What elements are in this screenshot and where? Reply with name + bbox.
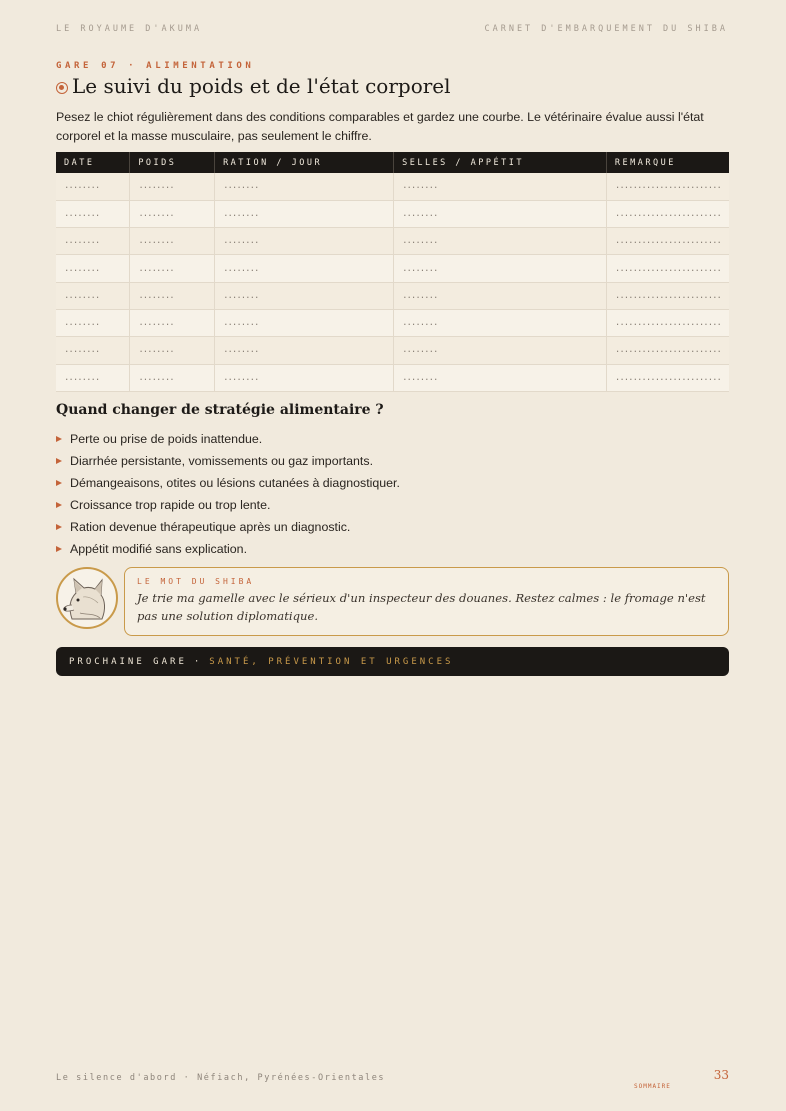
table-cell: ........ (130, 282, 215, 309)
table-row (56, 309, 729, 336)
column-header-remark: REMARQUE (606, 152, 729, 173)
triangle-bullet-icon (56, 546, 62, 552)
table-row (56, 255, 729, 282)
header-book-title: LE ROYAUME D'AKUMA (56, 24, 203, 34)
summary-link[interactable]: SOMMAIRE (634, 1083, 671, 1090)
table-cell: ........................ (606, 173, 729, 200)
table-cell: ........ (215, 228, 394, 255)
next-station-bar[interactable] (56, 647, 729, 676)
table-cell: ........ (394, 309, 607, 336)
table-cell: ........ (56, 309, 130, 336)
quote-text: Je trie ma gamelle avec le sérieux d'un inspecteur des douanes. Restez calmes : le fromage n'est pas une solution diplomatique. (137, 591, 706, 623)
footer-credit: Le silence d'abord · Néfiach, Pyrénées-Orientales (56, 1073, 386, 1083)
list-item (56, 516, 400, 538)
triangle-bullet-icon (56, 436, 62, 442)
table-header-row (56, 152, 729, 173)
column-header-weight: POIDS (130, 152, 215, 173)
table-cell: ........ (130, 173, 215, 200)
table-cell: ........ (56, 173, 130, 200)
triangle-bullet-icon (56, 480, 62, 486)
table-cell: ........................ (606, 282, 729, 309)
shiba-dog-icon (58, 569, 116, 627)
list-item (56, 428, 400, 450)
table-cell: ........................ (606, 228, 729, 255)
table-cell: ........ (394, 255, 607, 282)
table-cell: ........ (56, 228, 130, 255)
table-row (56, 173, 729, 200)
table-cell: ........ (215, 364, 394, 391)
column-header-date: DATE (56, 152, 130, 173)
table-cell: ........ (56, 255, 130, 282)
table-cell: ........................ (606, 309, 729, 336)
table-cell: ........ (394, 200, 607, 227)
list-item-text: Croissance trop rapide ou trop lente. (70, 498, 271, 512)
column-header-stools-appetite: SELLES / APPÉTIT (394, 152, 607, 173)
list-item (56, 472, 400, 494)
table-cell: ........ (130, 364, 215, 391)
list-item (56, 450, 400, 472)
table-cell: ........ (394, 228, 607, 255)
list-item (56, 494, 400, 516)
strategy-heading: Quand changer de stratégie alimentaire ? (56, 402, 384, 418)
weight-log-table (56, 152, 729, 392)
intro-paragraph: Pesez le chiot régulièrement dans des conditions comparables et gardez une courbe. Le vétérinaire évalue aussi l'état corporel et la masse musculaire, pas seulement le chiffre. (56, 110, 704, 143)
table-cell: ........ (394, 282, 607, 309)
list-item-text: Diarrhée persistante, vomissements ou gaz importants. (70, 454, 374, 468)
strategy-list (56, 428, 400, 560)
table-cell: ........ (215, 200, 394, 227)
column-header-ration: RATION / JOUR (215, 152, 394, 173)
page-title (56, 74, 451, 98)
next-station-separator: · (193, 656, 203, 667)
list-item-text: Ration devenue thérapeutique après un diagnostic. (70, 520, 351, 534)
table-cell: ........ (130, 228, 215, 255)
quote-kicker: LE MOT DU SHIBA (137, 577, 255, 586)
list-item-text: Démangeaisons, otites ou lésions cutanées à diagnostiquer. (70, 476, 400, 490)
table-cell: ........ (130, 309, 215, 336)
table-cell: ........................ (606, 200, 729, 227)
list-item-text: Perte ou prise de poids inattendue. (70, 432, 263, 446)
table-row (56, 337, 729, 364)
table-cell: ........ (215, 173, 394, 200)
table-cell: ........ (394, 364, 607, 391)
target-bullet-icon (56, 82, 68, 94)
table-cell: ........................ (606, 364, 729, 391)
section-kicker: GARE 07 · ALIMENTATION (56, 61, 255, 71)
triangle-bullet-icon (56, 502, 62, 508)
table-cell: ........ (56, 337, 130, 364)
next-station-label: PROCHAINE GARE (69, 656, 187, 667)
list-item-text: Appétit modifié sans explication. (70, 542, 248, 556)
table-row (56, 364, 729, 391)
shiba-quote-box (124, 567, 729, 636)
running-header (56, 24, 728, 34)
table-cell: ........ (130, 200, 215, 227)
table-cell: ........ (130, 337, 215, 364)
list-item (56, 538, 400, 560)
triangle-bullet-icon (56, 524, 62, 530)
table-row (56, 200, 729, 227)
table-cell: ........ (215, 282, 394, 309)
table-cell: ........ (394, 173, 607, 200)
table-cell: ........ (56, 200, 130, 227)
table-row (56, 228, 729, 255)
table-cell: ........................ (606, 255, 729, 282)
table-cell: ........ (215, 337, 394, 364)
table-row (56, 282, 729, 309)
page-number: 33 (713, 1068, 729, 1082)
table-cell: ........ (56, 282, 130, 309)
shiba-portrait (56, 567, 118, 629)
table-cell: ........................ (606, 337, 729, 364)
table-cell: ........ (215, 309, 394, 336)
header-guide-title: CARNET D'EMBARQUEMENT DU SHIBA (484, 24, 728, 34)
page-title-text: Le suivi du poids et de l'état corporel (72, 74, 451, 98)
next-station-target: SANTÉ, PRÉVENTION ET URGENCES (209, 656, 454, 667)
table-cell: ........ (394, 337, 607, 364)
triangle-bullet-icon (56, 458, 62, 464)
table-cell: ........ (130, 255, 215, 282)
table-cell: ........ (215, 255, 394, 282)
table-cell: ........ (56, 364, 130, 391)
